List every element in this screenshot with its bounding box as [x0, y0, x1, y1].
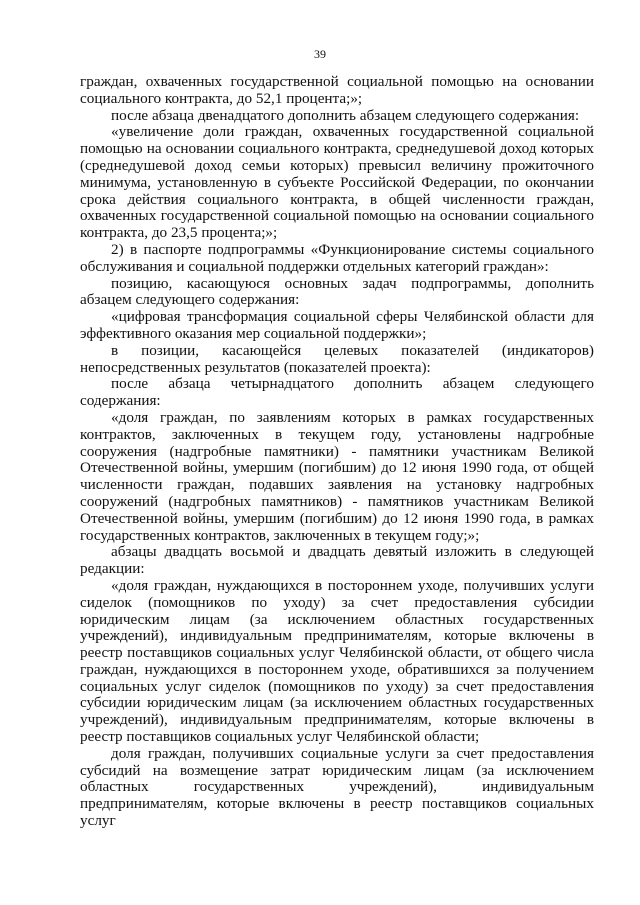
paragraph: позицию, касающуюся основных задач подпрограммы, дополнить абзацем следующего содержания: [80, 274, 594, 309]
paragraph: после абзаца двенадцатого дополнить абзацем следующего содержания: [111, 106, 580, 124]
paragraph: после абзаца четырнадцатого дополнить абзацем следующего содержания: [80, 375, 594, 410]
document-body [80, 74, 594, 830]
page-number: 39 [314, 47, 326, 61]
paragraph: граждан, охваченных государственной социальной помощью на основании социального контракта, до 52,1 процента;»; [80, 73, 594, 107]
paragraph: абзацы двадцать восьмой и двадцать девятый изложить в следующей редакции: [80, 543, 594, 578]
paragraph: доля граждан, получивших социальные услуги за счет предоставления субсидий на возмещение затрат юридическим лицам (за исключением областных государственных учреждений), индивидуальным предпринимателям, которые включены в реестр поставщиков социальных услуг [80, 744, 594, 830]
paragraph: «увеличение доли граждан, охваченных государственной социальной помощью на основании социального контракта, среднедушевой доход которых (среднедушевой доход семьи которых) превысил величину прожиточного минимума, установленную в субъекте Российской Федерации, по окончании срока действия социального контракта, в общей численности граждан, охваченных государственной социальной помощью на основании социального контракта, до 23,5 процента;»; [80, 123, 594, 242]
paragraph: «цифровая трансформация социальной сферы Челябинской области для эффективного оказания мер социальной поддержки»; [80, 308, 594, 342]
paragraph: 2) в паспорте подпрограммы «Функционирование системы социального обслуживания и социальной поддержки отдельных категорий граждан»: [80, 240, 594, 275]
paragraph: «доля граждан, нуждающихся в постороннем уходе, получивших услуги сиделок (помощников по уходу) за счет предоставления субсидии юридическим лицам (за исключением областных государственных учреждений), индивидуальным предпринимателям, которые включены в реестр поставщиков социальных услуг Челябинской области, от общего числа граждан, нуждающихся в постороннем уходе, обратившихся за получением социальных услуг сиделок (помощников по уходу) за счет предоставления субсидии юридическим лицам (за исключением областных государственных учреждений), индивидуальным предпринимателям, которые включены в реестр поставщиков социальных услуг Челябинской области; [80, 576, 594, 746]
paragraph: в позиции, касающейся целевых показателей (индикаторов) непосредственных результатов (показателей проекта): [80, 341, 594, 376]
paragraph: «доля граждан, по заявлениям которых в рамках государственных контрактов, заключенных в текущем году, установлены надгробные сооружения (надгробные памятники) - памятники участникам Великой Отечественной войны, умершим (погибшим) до 12 июня 1990 года, от общей численности граждан, подавших заявления на установку надгробных сооружений (надгробных памятников) - памятников участникам Великой Отечественной войны, умершим (погибшим) до 12 июня 1990 года, в рамках государственных контрактов, заключенных в текущем году;»; [80, 408, 594, 544]
